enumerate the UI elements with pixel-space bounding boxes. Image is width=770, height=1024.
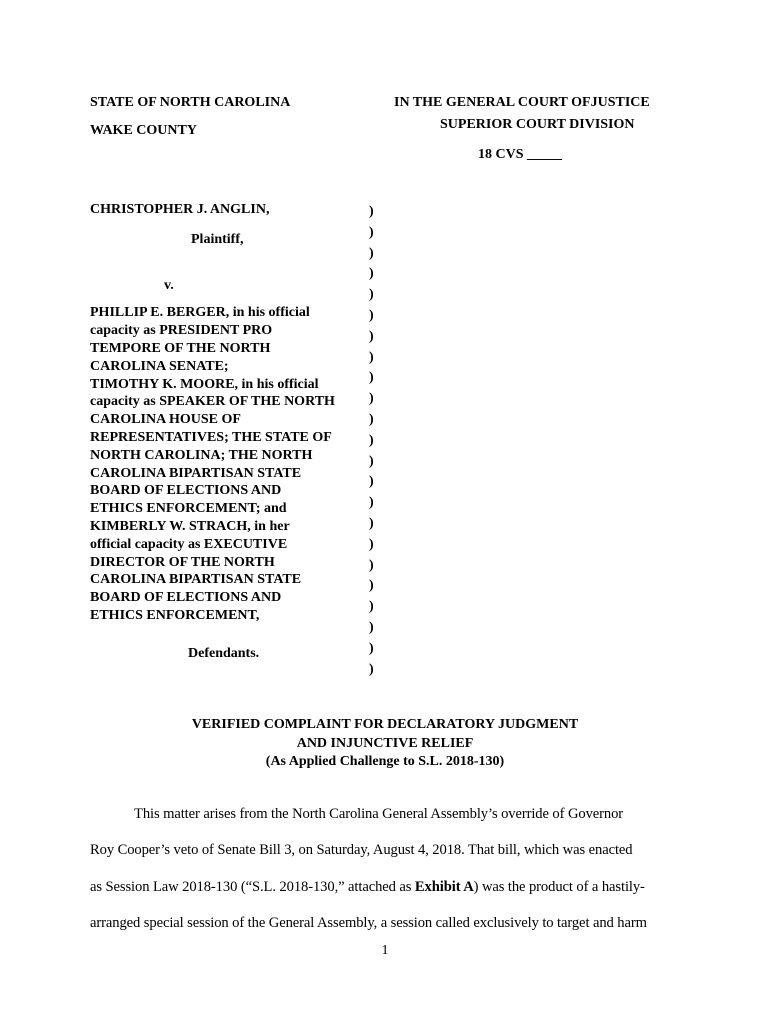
paren: ): [369, 287, 374, 303]
case-number: 18 CVS _____: [478, 147, 563, 162]
paren: ): [369, 245, 374, 261]
paren: ): [369, 640, 374, 656]
plaintiff-name: CHRISTOPHER J. ANGLIN,: [90, 202, 270, 217]
body-line-1: This matter arises from the North Carolina General Assembly’s override of Governor: [134, 806, 624, 822]
defendant-line: capacity as SPEAKER OF THE NORTH: [90, 394, 335, 410]
defendant-line: NORTH CAROLINA; THE NORTH: [90, 447, 313, 463]
defendant-line: BOARD OF ELECTIONS AND: [90, 483, 282, 499]
paren: ): [369, 224, 374, 240]
versus-label: v.: [164, 277, 174, 293]
defendant-line: capacity as PRESIDENT PRO: [90, 323, 273, 339]
state-heading: STATE OF NORTH CAROLINA: [90, 95, 291, 110]
defendant-line: TEMPORE OF THE NORTH: [90, 340, 271, 356]
paren: ): [369, 328, 374, 344]
paren: ): [369, 204, 374, 219]
body-line-3-end: ) was the product of a hastily-: [473, 878, 645, 895]
party-block: [90, 201, 360, 663]
title-line-2: AND INJUNCTIVE RELIEF: [296, 735, 474, 751]
defendant-line: DIRECTOR OF THE NORTH: [90, 554, 275, 570]
paren: ): [369, 307, 374, 323]
defendant-line: REPRESENTATIVES; THE STATE OF: [90, 429, 332, 445]
county-heading: WAKE COUNTY: [90, 123, 197, 138]
complaint-body: [90, 796, 682, 941]
page-number: 1: [381, 943, 389, 958]
defendants-list: [90, 304, 360, 624]
caption-parentheses: [369, 202, 374, 680]
body-line-3-start: as Session Law 2018-130 (“S.L. 2018-130,” attached as: [90, 878, 415, 895]
defendant-line: CAROLINA BIPARTISAN STATE: [90, 465, 302, 481]
paren: ): [369, 515, 374, 531]
defendants-label: Defendants.: [188, 645, 260, 661]
title-line-1: VERIFIED COMPLAINT FOR DECLARATORY JUDGMENT: [191, 717, 579, 732]
defendant-line: BOARD OF ELECTIONS AND: [90, 590, 282, 606]
complaint-title: [0, 716, 770, 772]
paren: ): [369, 661, 374, 677]
title-line-3: (As Applied Challenge to S.L. 2018-130): [265, 754, 505, 769]
defendant-line: PHILLIP E. BERGER, in his official: [90, 305, 310, 321]
defendant-line: official capacity as EXECUTIVE: [90, 536, 288, 552]
body-line-4: arranged special session of the General Assembly, a session called exclusively to target and harm: [90, 914, 647, 931]
defendant-line: CAROLINA BIPARTISAN STATE: [90, 572, 302, 588]
paren: ): [369, 578, 374, 594]
body-line-2: Roy Cooper’s veto of Senate Bill 3, on Saturday, August 4, 2018. That bill, which was enacted: [90, 842, 633, 859]
defendant-line: ETHICS ENFORCEMENT,: [90, 607, 260, 623]
body-line-3: [90, 869, 682, 905]
exhibit-reference: Exhibit A: [414, 878, 474, 895]
defendant-line: TIMOTHY K. MOORE, in his official: [90, 376, 319, 392]
defendant-line: CAROLINA SENATE;: [90, 358, 229, 374]
paren: ): [369, 266, 374, 282]
paren: ): [369, 474, 374, 490]
paren: ): [369, 495, 374, 511]
defendant-line: CAROLINA HOUSE OF: [90, 412, 241, 428]
paren: ): [369, 391, 374, 407]
paren: ): [369, 349, 374, 365]
paren: ): [369, 536, 374, 552]
defendant-line: ETHICS ENFORCEMENT; and: [90, 501, 287, 517]
paren: ): [369, 619, 374, 635]
defendant-line: KIMBERLY W. STRACH, in her: [90, 518, 290, 534]
paren: ): [369, 557, 374, 573]
court-heading: IN THE GENERAL COURT OFJUSTICE: [394, 95, 650, 110]
division-heading: SUPERIOR COURT DIVISION: [440, 117, 635, 132]
paren: ): [369, 370, 374, 386]
paren: ): [369, 411, 374, 427]
plaintiff-label: Plaintiff,: [191, 231, 244, 247]
paren: ): [369, 599, 374, 615]
paren: ): [369, 453, 374, 469]
paren: ): [369, 432, 374, 448]
